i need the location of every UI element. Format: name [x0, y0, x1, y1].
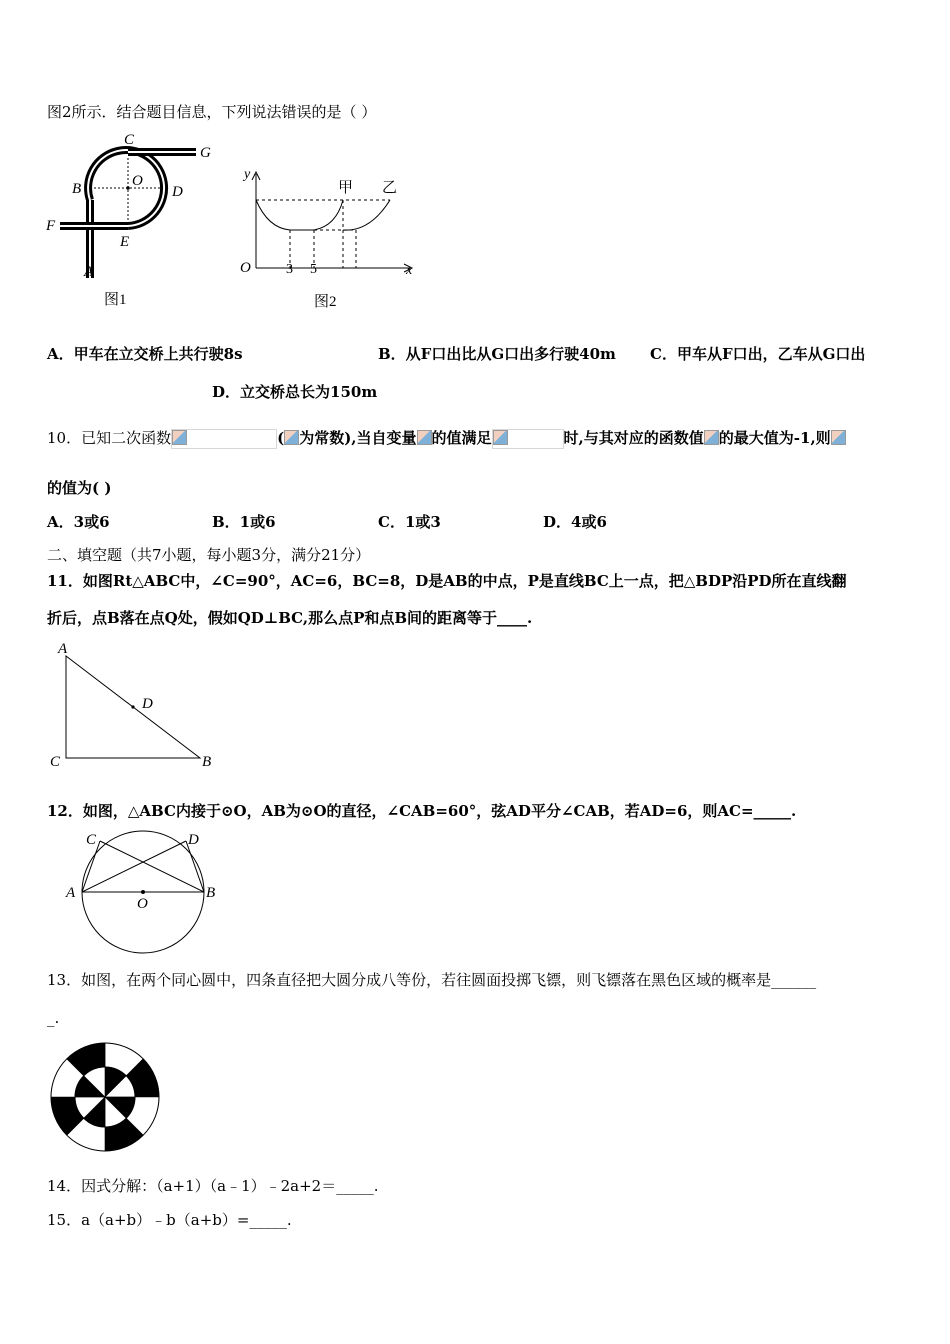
q9-intro: 图2所示．结合题目信息，下列说法错误的是（ ） — [47, 103, 377, 121]
broken-image-icon — [493, 430, 508, 445]
fig1-caption: 图1 — [104, 292, 127, 308]
q10-option-c: C．1或3 — [378, 513, 441, 531]
q10-option-d: D．4或6 — [543, 513, 607, 531]
q11-label-C: C — [50, 754, 61, 770]
q10-text-2: ( — [277, 429, 285, 447]
q12-text: 12．如图，△ABC内接于⊙O，AB为⊙O的直径，∠CAB=60°，弦AD平分∠CAB，若AD=6，则AC=_____. — [47, 802, 797, 820]
q12-label-A: A — [66, 885, 76, 901]
q10-line1 — [47, 428, 846, 449]
q11-triangle-figure — [40, 636, 230, 776]
fig2-tick-3: 3 — [286, 262, 293, 277]
fig1-label-A: A — [84, 264, 94, 280]
fig2-label-jia: 甲 — [338, 180, 354, 196]
q10-text-6: 的最大值为-1,则 — [718, 429, 831, 447]
q9-option-b: B．从F口出比从G口出多行驶40m — [378, 345, 616, 363]
q13-line1: 13．如图，在两个同心圆中，四条直径把大圆分成八等份，若往圆面投掷飞镖，则飞镖落在黑色区域的概率是______ — [47, 971, 817, 989]
q12-circle-figure — [60, 826, 230, 956]
q14-text: 14．因式分解：（a+1）（a﹣1）﹣2a+2＝_____. — [47, 1177, 379, 1195]
q12-label-C: C — [86, 832, 97, 848]
q11-label-A: A — [58, 641, 68, 657]
fig1-label-C: C — [124, 132, 135, 148]
broken-image-icon — [284, 430, 299, 445]
q11-label-B: B — [202, 754, 212, 770]
fig1-label-O: O — [132, 173, 143, 189]
fig1-label-G: G — [200, 145, 211, 161]
q10-function-image — [171, 429, 277, 449]
q13-dartboard-figure — [48, 1040, 162, 1154]
fig2-label-y: y — [244, 167, 251, 182]
broken-image-icon — [417, 430, 432, 445]
q10-text-4: 的值满足 — [431, 429, 492, 447]
q12-label-B: B — [206, 885, 216, 901]
q10-text-3: 为常数),当自变量 — [299, 429, 417, 447]
fig2-label-x: x — [406, 263, 413, 278]
q11-line2: 折后，点B落在点Q处，假如QD⊥BC,那么点P和点B间的距离等于____. — [47, 609, 533, 627]
q10-condition-image — [492, 429, 564, 449]
q9-option-a: A．甲车在立交桥上共行驶8s — [47, 345, 243, 363]
fig1-label-F: F — [46, 218, 56, 234]
section-title: 二、填空题（共7小题，每小题3分，满分21分） — [47, 546, 371, 564]
q10-option-b: B．1或6 — [212, 513, 276, 531]
q9-figure2 — [230, 160, 430, 320]
fig2-tick-5: 5 — [310, 262, 317, 277]
q10-line2: 的值为( ) — [47, 479, 112, 497]
q13-line2: _. — [47, 1009, 60, 1027]
fig2-label-yi: 乙 — [382, 180, 398, 196]
q9-figure1 — [40, 128, 230, 318]
fig2-caption: 图2 — [314, 294, 337, 310]
q11-label-D: D — [142, 696, 153, 712]
broken-image-icon — [172, 430, 187, 445]
fig2-label-O: O — [240, 260, 251, 276]
q15-text: 15．a（a+b）﹣b（a+b）=_____. — [47, 1211, 292, 1229]
fig1-label-B: B — [72, 181, 82, 197]
broken-image-icon — [704, 430, 719, 445]
q10-text-1: 10．已知二次函数 — [47, 429, 172, 447]
q10-text-5: 时,与其对应的函数值 — [563, 429, 704, 447]
broken-image-icon — [831, 430, 846, 445]
q11-line1: 11．如图Rt△ABC中，∠C=90°，AC=6，BC=8，D是AB的中点，P是直线BC上一点，把△BDP沿PD所在直线翻 — [47, 572, 847, 590]
fig1-label-D: D — [172, 184, 183, 200]
q10-option-a: A．3或6 — [47, 513, 110, 531]
q9-option-d: D．立交桥总长为150m — [212, 383, 378, 401]
fig1-label-E: E — [120, 234, 130, 250]
q12-label-D: D — [188, 832, 199, 848]
q12-label-O: O — [137, 896, 148, 912]
q9-option-c: C．甲车从F口出，乙车从G口出 — [650, 345, 866, 363]
